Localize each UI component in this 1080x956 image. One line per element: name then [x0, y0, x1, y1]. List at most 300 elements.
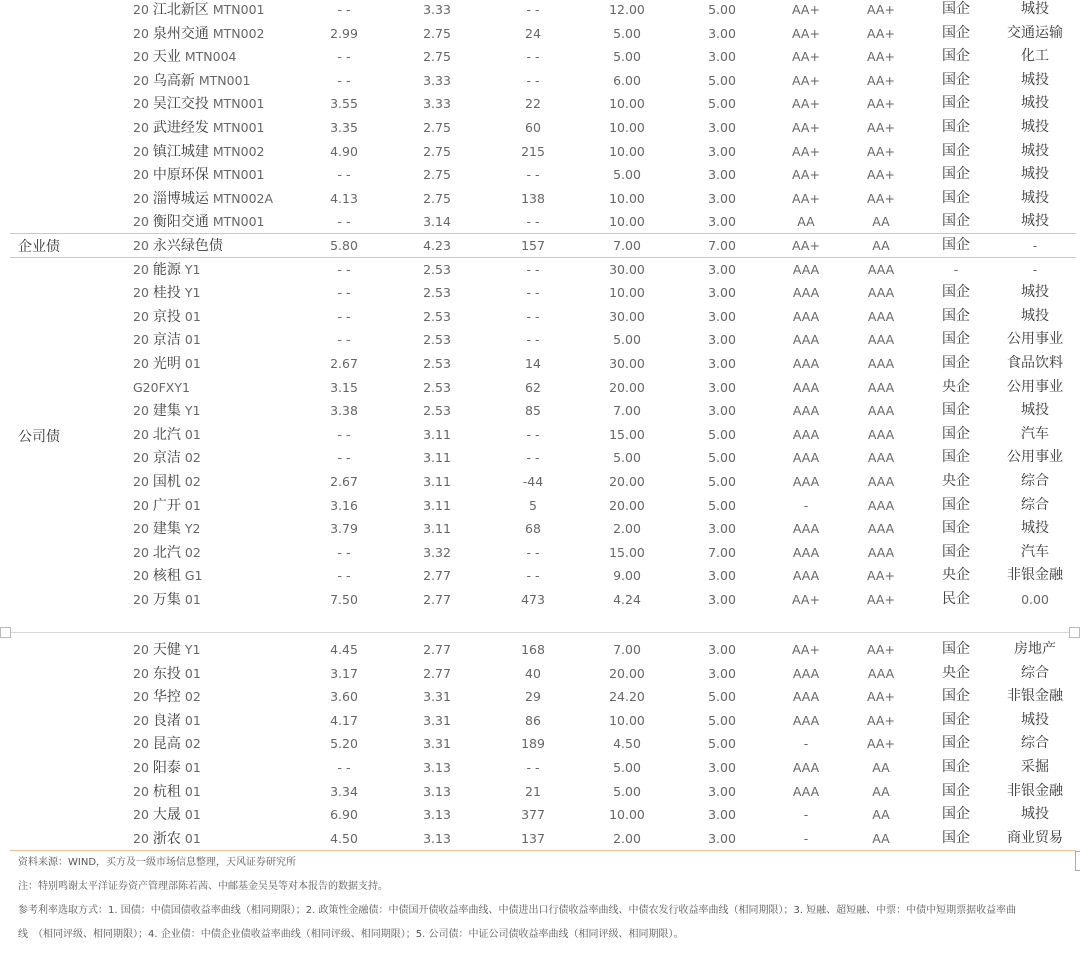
cell-enterprise-type: 国企: [942, 71, 970, 88]
cell-spread-bp: 22: [525, 96, 541, 112]
cell-bond-rating: AAA: [792, 403, 820, 419]
cell-term-years: 3.00: [708, 807, 736, 823]
cell-actual-rate: - -: [337, 426, 351, 442]
cell-industry: 综合: [1021, 473, 1049, 489]
cell-spread-bp: 215: [521, 143, 545, 159]
cell-bond-name: 20 建集 Y1: [133, 403, 201, 420]
cell-bond-name: 20 镇江城建 MTN002: [133, 143, 265, 160]
table-row: [0, 588, 1080, 612]
cell-issuer-rating: AA: [872, 214, 890, 230]
cell-issue-size: 10.00: [609, 807, 645, 823]
cell-issuer-rating: AA+: [867, 49, 895, 65]
cell-term-years: 5.00: [708, 426, 736, 442]
cell-term-years: 3.00: [708, 403, 736, 419]
table-row: [0, 494, 1080, 518]
cell-bond-name: 20 大晟 01: [133, 807, 201, 824]
cell-enterprise-type: 国企: [942, 331, 970, 348]
cell-actual-rate: 3.60: [330, 689, 358, 705]
cell-issue-size: 20.00: [609, 379, 645, 395]
cell-reference-rate: 3.13: [423, 807, 451, 823]
cell-bond-rating: AA+: [792, 642, 820, 657]
cell-term-years: 5.00: [708, 72, 736, 88]
table-row: [0, 305, 1080, 329]
cell-spread-bp: - -: [526, 72, 540, 88]
cell-actual-rate: 4.90: [330, 143, 358, 159]
cell-issuer-rating: AAA: [867, 544, 895, 560]
cell-reference-rate: 2.77: [423, 568, 451, 584]
cell-issue-size: 5.00: [613, 332, 641, 348]
cell-actual-rate: 3.15: [330, 379, 358, 395]
cell-issuer-rating: AAA: [867, 450, 895, 466]
cell-actual-rate: 4.50: [330, 830, 358, 846]
cell-actual-rate: 2.99: [330, 25, 358, 41]
cell-spread-bp: 29: [525, 689, 541, 705]
cell-spread-bp: - -: [526, 426, 540, 442]
cell-spread-bp: - -: [526, 285, 540, 301]
cell-issue-size: 12.00: [609, 2, 645, 17]
source-note: 资料来源：WIND，买方及一级市场信息整理，天风证券研究所: [18, 857, 297, 868]
table-row: [0, 22, 1080, 46]
cell-bond-rating: AAA: [792, 665, 820, 681]
cell-actual-rate: 3.35: [330, 120, 358, 135]
cell-bond-name: 20 天业 MTN004: [133, 49, 237, 66]
cell-reference-rate: 2.53: [423, 308, 451, 324]
cell-industry: 非银金融: [1007, 567, 1063, 584]
table-row: [0, 187, 1080, 211]
cell-issuer-rating: AAA: [867, 285, 895, 301]
table-row: [0, 756, 1080, 780]
cell-bond-rating: AA+: [792, 49, 820, 65]
cell-bond-rating: AAA: [792, 332, 820, 348]
cell-enterprise-type: 国企: [942, 237, 970, 253]
cell-term-years: 5.00: [708, 474, 736, 489]
cell-issuer-rating: AA+: [867, 689, 895, 705]
cell-reference-rate: 3.11: [423, 474, 451, 489]
table-row: [0, 281, 1080, 305]
cell-bond-rating: AAA: [792, 285, 820, 301]
section-divider: [10, 233, 1076, 234]
cell-industry: 公用事业: [1007, 378, 1063, 395]
cell-issue-size: 5.00: [613, 25, 641, 41]
cell-spread-bp: - -: [526, 332, 540, 348]
cell-reference-rate: 2.77: [423, 642, 451, 657]
cell-issuer-rating: AA+: [867, 96, 895, 112]
cell-issue-size: 30.00: [609, 356, 645, 371]
cell-bond-rating: AAA: [792, 474, 820, 489]
cell-actual-rate: 6.90: [330, 807, 358, 823]
cell-enterprise-type: 国企: [942, 759, 970, 775]
cell-industry: 非银金融: [1007, 688, 1063, 705]
cell-actual-rate: - -: [337, 72, 351, 88]
cell-enterprise-type: 国企: [942, 543, 970, 560]
cell-spread-bp: 377: [521, 807, 545, 823]
cell-reference-rate: 2.53: [423, 332, 451, 348]
cell-actual-rate: 4.17: [330, 712, 358, 728]
cell-reference-rate: 2.53: [423, 403, 451, 419]
cell-bond-rating: -: [803, 830, 809, 846]
cell-issuer-rating: AAA: [867, 521, 895, 537]
cell-issuer-rating: AA+: [867, 72, 895, 88]
cell-issuer-rating: AA: [872, 807, 890, 823]
page-break-marker-icon: [1069, 627, 1080, 638]
cell-bond-rating: AAA: [792, 760, 820, 775]
cell-term-years: 3.00: [708, 308, 736, 324]
cell-reference-rate: 2.77: [423, 665, 451, 681]
cell-reference-rate: 3.13: [423, 783, 451, 799]
cell-reference-rate: 2.75: [423, 120, 451, 135]
cell-actual-rate: 3.79: [330, 521, 358, 537]
cell-issue-size: 30.00: [609, 261, 645, 277]
cell-spread-bp: - -: [526, 2, 540, 17]
cell-bond-name: 20 江北新区 MTN001: [133, 2, 265, 18]
cell-issue-size: 20.00: [609, 665, 645, 681]
table-row: [0, 376, 1080, 400]
table-row: [0, 210, 1080, 234]
cell-issuer-rating: AAA: [867, 261, 895, 277]
cell-issuer-rating: AAA: [867, 497, 895, 513]
cell-enterprise-type: 国企: [942, 307, 970, 324]
cell-bond-rating: AA+: [792, 190, 820, 206]
cell-reference-rate: 2.77: [423, 592, 451, 607]
cell-bond-name: 20 东投 01: [133, 665, 201, 682]
cell-actual-rate: 5.80: [330, 238, 358, 253]
cell-spread-bp: 40: [525, 665, 541, 681]
cell-issue-size: 10.00: [609, 120, 645, 135]
cell-issue-size: 30.00: [609, 308, 645, 324]
cell-actual-rate: - -: [337, 167, 351, 183]
cell-enterprise-type: 国企: [942, 829, 970, 846]
cell-enterprise-type: 国企: [942, 449, 970, 466]
cell-term-years: 5.00: [708, 712, 736, 728]
cell-issuer-rating: AA: [872, 783, 890, 799]
cell-bond-name: 20 国机 02: [133, 474, 201, 490]
cell-spread-bp: - -: [526, 261, 540, 277]
cell-enterprise-type: 央企: [942, 473, 970, 489]
cell-issue-size: 20.00: [609, 474, 645, 489]
cell-issue-size: 10.00: [609, 285, 645, 301]
page-break: [0, 626, 1080, 640]
cell-enterprise-type: 国企: [942, 641, 970, 657]
cell-issue-size: 7.00: [613, 403, 641, 419]
cell-industry: 食品饮料: [1007, 355, 1063, 371]
cell-issuer-rating: AAA: [867, 474, 895, 489]
cell-issuer-rating: AA: [872, 830, 890, 846]
cell-reference-rate: 2.75: [423, 25, 451, 41]
cell-actual-rate: 3.38: [330, 403, 358, 419]
cell-issue-size: 20.00: [609, 497, 645, 513]
cell-industry: 交通运输: [1007, 24, 1063, 41]
cell-industry: 城投: [1021, 520, 1049, 537]
cell-enterprise-type: 国企: [942, 782, 970, 799]
table-row: [0, 541, 1080, 565]
cell-term-years: 3.00: [708, 783, 736, 799]
cell-industry: 城投: [1021, 142, 1049, 159]
cell-issue-size: 4.50: [613, 736, 641, 752]
cell-bond-rating: AAA: [792, 379, 820, 395]
cell-term-years: 5.00: [708, 736, 736, 752]
cell-issuer-rating: AA+: [867, 592, 895, 607]
cell-spread-bp: - -: [526, 544, 540, 560]
cell-reference-rate: 2.75: [423, 143, 451, 159]
cell-actual-rate: - -: [337, 214, 351, 230]
cell-enterprise-type: 国企: [942, 355, 970, 371]
table-row: [0, 234, 1080, 258]
cell-industry: 城投: [1021, 166, 1049, 183]
cell-spread-bp: - -: [526, 167, 540, 183]
cell-enterprise-type: 国企: [942, 688, 970, 705]
cell-bond-rating: AAA: [792, 261, 820, 277]
cell-reference-rate: 3.11: [423, 426, 451, 442]
cell-bond-name: 20 武进经发 MTN001: [133, 120, 265, 136]
cell-bond-rating: AA+: [792, 238, 820, 253]
cell-reference-rate: 2.75: [423, 167, 451, 183]
cell-issuer-rating: AA+: [867, 120, 895, 135]
cell-spread-bp: 86: [525, 712, 541, 728]
table-row: [0, 827, 1080, 851]
cell-bond-name: 20 杭租 01: [133, 783, 201, 800]
cell-industry: 化工: [1021, 48, 1049, 65]
cell-bond-name: 20 广开 01: [133, 497, 201, 514]
cell-actual-rate: 4.13: [330, 190, 358, 206]
cell-bond-name: 20 能源 Y1: [133, 261, 201, 278]
table-row: [0, 470, 1080, 494]
cell-issue-size: 10.00: [609, 712, 645, 728]
cell-term-years: 3.00: [708, 285, 736, 301]
cell-bond-rating: AA+: [792, 96, 820, 112]
cell-reference-rate: 2.75: [423, 190, 451, 206]
cell-issue-size: 10.00: [609, 190, 645, 206]
cell-issue-size: 5.00: [613, 450, 641, 466]
category-company-bond: 公司债: [18, 429, 60, 445]
cell-bond-name: G20FXY1: [133, 379, 190, 395]
cell-actual-rate: - -: [337, 308, 351, 324]
cell-industry: 城投: [1021, 307, 1049, 324]
cell-enterprise-type: 国企: [942, 496, 970, 513]
cell-term-years: 5.00: [708, 497, 736, 513]
table-row: [0, 258, 1080, 282]
cell-bond-name: 20 昆高 02: [133, 736, 201, 753]
cell-industry: 城投: [1021, 711, 1049, 728]
cell-actual-rate: - -: [337, 760, 351, 775]
cell-issuer-rating: AA: [872, 760, 890, 775]
cell-spread-bp: - -: [526, 568, 540, 584]
cell-issue-size: 4.24: [613, 592, 641, 607]
cell-issue-size: 5.00: [613, 760, 641, 775]
cell-bond-rating: AAA: [792, 521, 820, 537]
cell-actual-rate: 7.50: [330, 592, 358, 607]
cell-enterprise-type: 国企: [942, 166, 970, 183]
cell-spread-bp: 21: [525, 783, 541, 799]
cell-term-years: 5.00: [708, 689, 736, 705]
cell-actual-rate: - -: [337, 544, 351, 560]
cell-actual-rate: 5.20: [330, 736, 358, 752]
cell-bond-rating: -: [803, 736, 809, 752]
cell-industry: 综合: [1021, 664, 1049, 681]
cell-reference-rate: 3.32: [423, 544, 451, 560]
cell-term-years: 3.00: [708, 25, 736, 41]
cell-bond-name: 20 万集 01: [133, 592, 201, 608]
cell-issuer-rating: AA+: [867, 568, 895, 584]
cell-actual-rate: 2.67: [330, 474, 358, 489]
cell-actual-rate: 3.55: [330, 96, 358, 112]
cell-industry: 城投: [1021, 71, 1049, 88]
cell-spread-bp: 168: [521, 642, 545, 657]
cell-enterprise-type: 国企: [942, 142, 970, 159]
cell-actual-rate: - -: [337, 450, 351, 466]
cell-industry: 采掘: [1021, 759, 1049, 775]
cell-bond-name: 20 华控 02: [133, 689, 201, 706]
table-row: [0, 446, 1080, 470]
cell-term-years: 3.00: [708, 167, 736, 183]
cell-actual-rate: - -: [337, 261, 351, 277]
table-row: [0, 803, 1080, 827]
cell-enterprise-type: 国企: [942, 95, 970, 112]
cell-spread-bp: - -: [526, 49, 540, 65]
cell-industry: 房地产: [1014, 641, 1056, 657]
cell-bond-name: 20 浙农 01: [133, 830, 201, 847]
cell-enterprise-type: 国企: [942, 806, 970, 823]
cell-issue-size: 9.00: [613, 568, 641, 584]
table-row: [0, 140, 1080, 164]
cell-industry: 城投: [1021, 806, 1049, 823]
cell-spread-bp: 85: [525, 403, 541, 419]
cell-bond-name: 20 吴江交投 MTN001: [133, 96, 265, 113]
cell-bond-rating: AA+: [792, 167, 820, 183]
cell-bond-rating: AA+: [792, 143, 820, 159]
cell-term-years: 3.00: [708, 120, 736, 135]
cell-bond-name: 20 京洁 02: [133, 450, 201, 467]
cell-industry: 非银金融: [1007, 782, 1063, 799]
cell-spread-bp: 68: [525, 521, 541, 537]
cell-reference-rate: 2.53: [423, 285, 451, 301]
table-row: [0, 709, 1080, 733]
cell-term-years: 3.00: [708, 665, 736, 681]
cell-issuer-rating: AA+: [867, 736, 895, 752]
cell-bond-rating: AAA: [792, 356, 820, 371]
cell-bond-rating: AA+: [792, 120, 820, 135]
cell-enterprise-type: 国企: [942, 213, 970, 230]
cell-enterprise-type: 央企: [942, 664, 970, 681]
cell-bond-name: 20 衡阳交通 MTN001: [133, 214, 265, 231]
cell-bond-rating: -: [803, 497, 809, 513]
cell-enterprise-type: 民企: [942, 591, 970, 607]
cell-bond-rating: AA+: [792, 25, 820, 41]
cell-bond-name: 20 中原环保 MTN001: [133, 167, 265, 184]
cell-spread-bp: - -: [526, 308, 540, 324]
cell-enterprise-type: 央企: [942, 378, 970, 395]
cell-industry: 城投: [1021, 284, 1049, 301]
cell-industry: 汽车: [1021, 543, 1049, 560]
cell-issuer-rating: AAA: [867, 356, 895, 371]
cell-enterprise-type: 国企: [942, 425, 970, 442]
cell-term-years: 3.00: [708, 830, 736, 846]
cell-bond-name: 20 光明 01: [133, 356, 201, 372]
cell-bond-rating: AAA: [792, 689, 820, 705]
cell-bond-rating: AAA: [792, 568, 820, 584]
cell-spread-bp: 137: [521, 830, 545, 846]
cell-term-years: 5.00: [708, 450, 736, 466]
cell-enterprise-type: 央企: [942, 567, 970, 584]
cell-issue-size: 10.00: [609, 214, 645, 230]
cell-enterprise-type: 国企: [942, 119, 970, 135]
cell-issue-size: 2.00: [613, 521, 641, 537]
cell-term-years: 3.00: [708, 190, 736, 206]
cell-bond-rating: AA: [797, 214, 815, 230]
cell-issue-size: 5.00: [613, 783, 641, 799]
table-row: [0, 732, 1080, 756]
cell-issue-size: 7.00: [613, 238, 641, 253]
cell-industry: 汽车: [1021, 425, 1049, 442]
table-row: [0, 163, 1080, 187]
cell-reference-rate: 2.53: [423, 261, 451, 277]
cell-spread-bp: 60: [525, 120, 541, 135]
table-row: [0, 662, 1080, 686]
cell-issuer-rating: AAA: [867, 426, 895, 442]
cell-reference-rate: 3.11: [423, 521, 451, 537]
cell-issue-size: 15.00: [609, 544, 645, 560]
section-divider: [10, 257, 1076, 258]
cell-term-years: 5.00: [708, 96, 736, 112]
reference-rate-note-cont: 线 （相同评级、相同期限）；4. 企业债：中债企业债收益率曲线（相同评级、相同期限）；5. 公司债：中证公司债收益率曲线（相同评级、相同期限）。: [18, 929, 684, 940]
cell-enterprise-type: 国企: [942, 189, 970, 206]
cell-bond-name: 20 永兴绿色债: [133, 238, 223, 254]
cell-issuer-rating: AAA: [867, 403, 895, 419]
table-row: [0, 423, 1080, 447]
cell-issuer-rating: AA+: [867, 143, 895, 159]
cell-spread-bp: 473: [521, 592, 545, 607]
cell-term-years: 7.00: [708, 238, 736, 253]
cell-bond-name: 20 核租 G1: [133, 568, 203, 585]
cell-bond-name: 20 良渚 01: [133, 712, 201, 729]
cell-actual-rate: - -: [337, 49, 351, 65]
cell-bond-name: 20 阳泰 01: [133, 760, 201, 776]
cell-spread-bp: 14: [525, 356, 541, 371]
cell-bond-name: 20 京投 01: [133, 308, 201, 325]
cell-issuer-rating: AA+: [867, 167, 895, 183]
cell-bond-name: 20 桂投 Y1: [133, 285, 201, 302]
cell-term-years: 3.00: [708, 642, 736, 657]
reference-rate-note: 参考利率选取方式：1. 国债：中债国债收益率曲线（相同期限）；2. 政策性金融债：中债国开债收益率曲线、中债进出口行债收益率曲线、中债农发行收益率曲线（相同期限）；3. 短融、超短融、中票：中债中短期票据收益率曲: [18, 905, 1017, 916]
cell-term-years: 3.00: [708, 143, 736, 159]
table-row: [0, 116, 1080, 140]
cell-enterprise-type: 国企: [942, 1, 970, 17]
cell-bond-name: 20 北汽 01: [133, 426, 201, 443]
cell-spread-bp: 138: [521, 190, 545, 206]
cell-term-years: 3.00: [708, 760, 736, 775]
cell-industry: 综合: [1021, 496, 1049, 513]
cell-bond-name: 20 乌高新 MTN001: [133, 72, 251, 89]
cell-term-years: 3.00: [708, 568, 736, 584]
cell-reference-rate: 3.13: [423, 760, 451, 775]
cell-spread-bp: - -: [526, 450, 540, 466]
cell-reference-rate: 4.23: [423, 238, 451, 253]
cell-spread-bp: 62: [525, 379, 541, 395]
cell-issue-size: 15.00: [609, 426, 645, 442]
cell-reference-rate: 3.33: [423, 2, 451, 17]
cell-bond-rating: AAA: [792, 450, 820, 466]
cell-actual-rate: - -: [337, 332, 351, 348]
cell-industry: 商业贸易: [1007, 829, 1063, 846]
cell-issue-size: 10.00: [609, 143, 645, 159]
cell-issuer-rating: AA+: [867, 712, 895, 728]
cell-spread-bp: -44: [522, 474, 544, 489]
cell-term-years: 3.00: [708, 356, 736, 371]
cell-enterprise-type: 国企: [942, 402, 970, 419]
cell-spread-bp: 5: [529, 497, 537, 513]
table-row: [0, 780, 1080, 804]
cell-industry: 综合: [1021, 735, 1049, 752]
table-row: [0, 517, 1080, 541]
